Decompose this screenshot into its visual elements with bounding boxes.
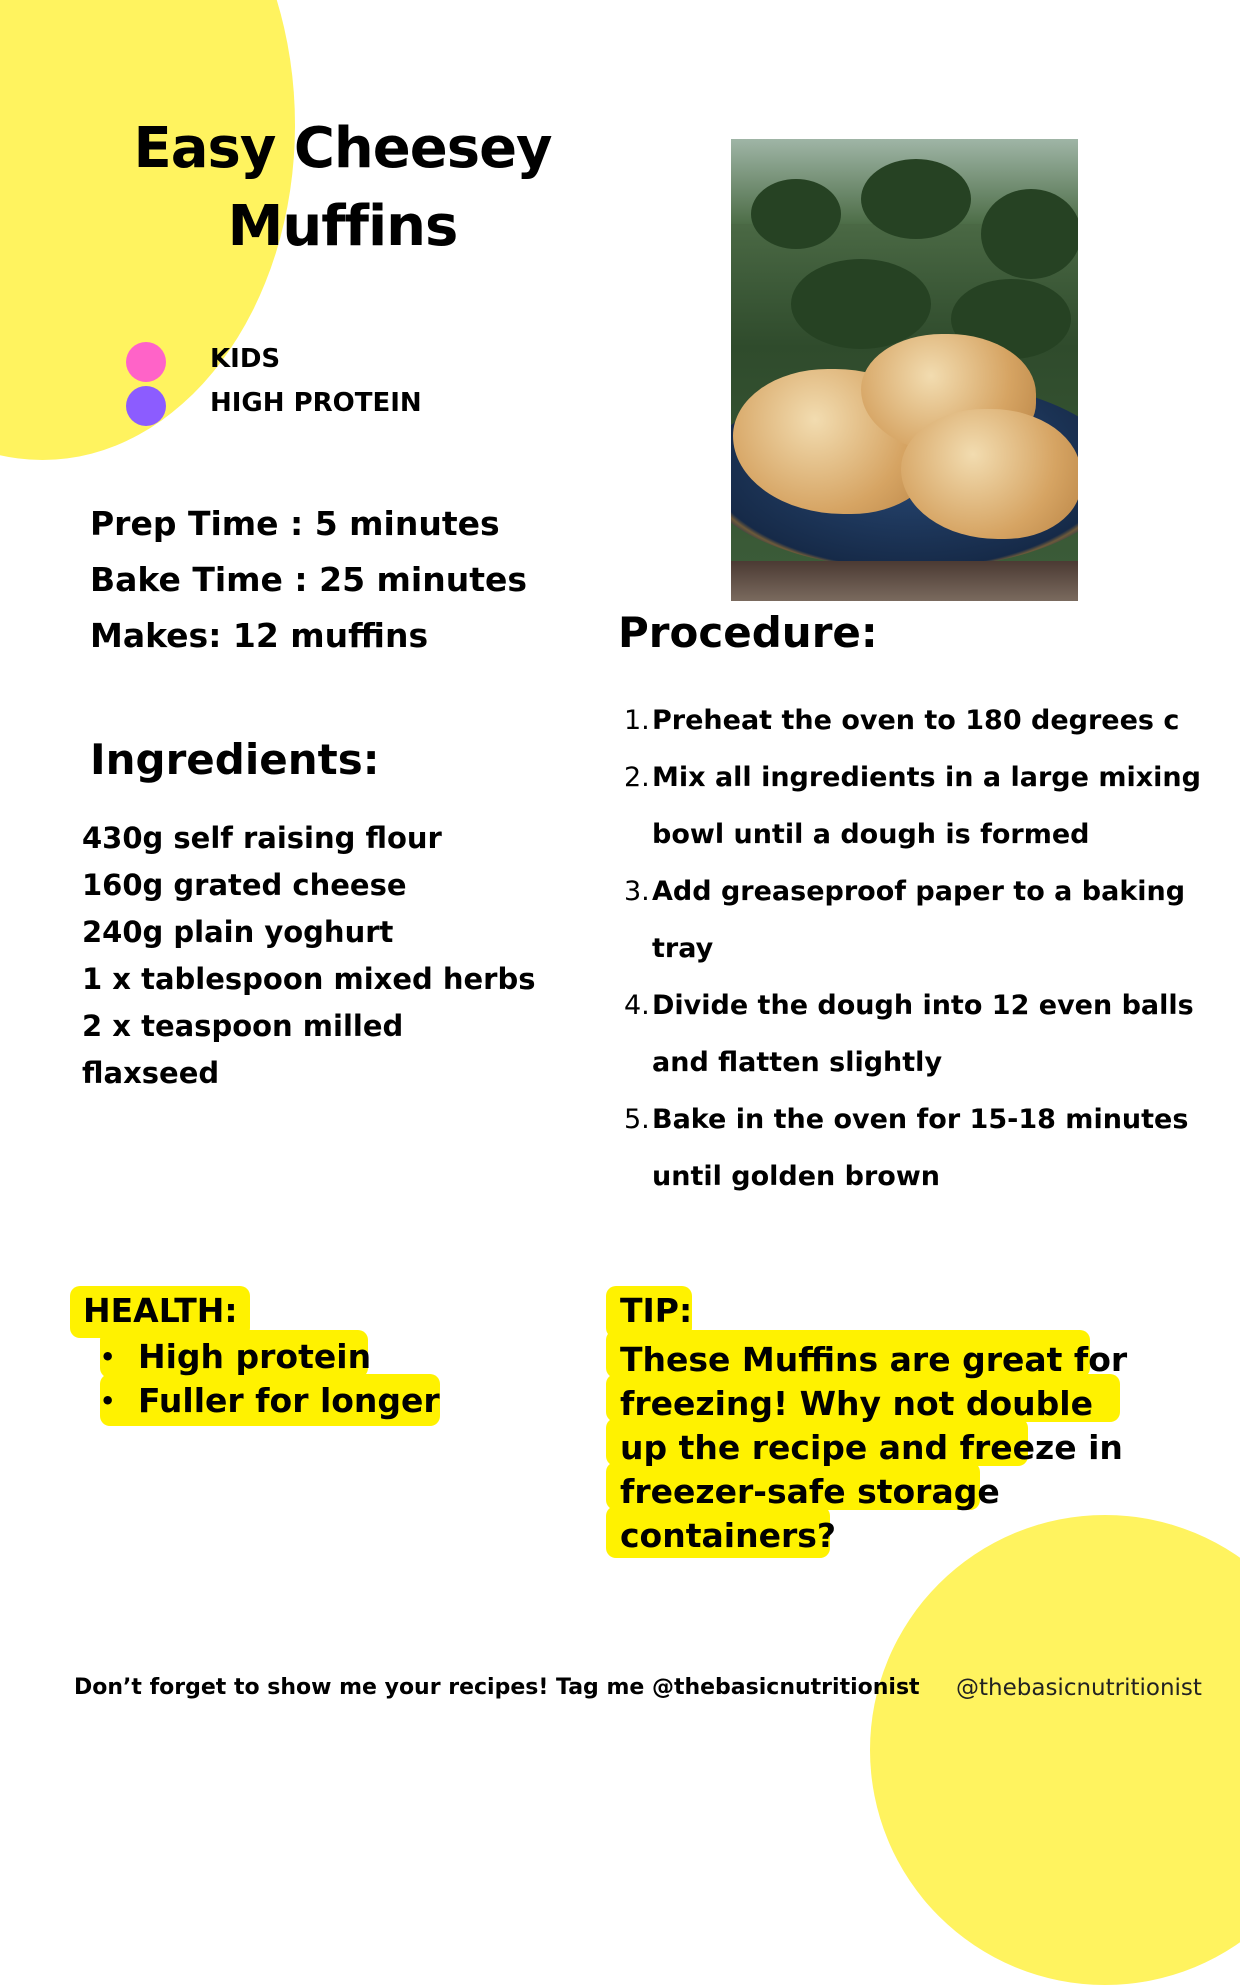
ingredient-item: 2 x teaspoon milled bbox=[82, 1009, 404, 1043]
footer-message: Don’t forget to show me your recipes! Tag me @thebasicnutritionist bbox=[74, 1675, 920, 1700]
health-title: HEALTH: bbox=[83, 1291, 238, 1330]
step-text: Add greaseproof paper to a baking tray bbox=[652, 876, 1186, 964]
purple-dot-icon bbox=[126, 386, 166, 426]
procedure-step bbox=[624, 692, 1224, 749]
procedure-step bbox=[624, 1091, 1224, 1205]
pink-dot-icon bbox=[126, 342, 166, 382]
procedure-step bbox=[624, 977, 1224, 1091]
prep-time: Prep Time : 5 minutes bbox=[90, 504, 500, 543]
ingredient-item: 1 x tablespoon mixed herbs bbox=[82, 962, 536, 996]
ingredient-item: 160g grated cheese bbox=[82, 868, 407, 902]
step-text: Divide the dough into 12 even balls and flatten slightly bbox=[652, 990, 1194, 1078]
step-number: 5. bbox=[624, 1104, 650, 1135]
ingredients-heading: Ingredients: bbox=[90, 735, 380, 784]
title-line-2: Muffins bbox=[227, 194, 458, 259]
step-number: 3. bbox=[624, 876, 650, 907]
ingredient-item: flaxseed bbox=[82, 1056, 220, 1090]
title-line-1: Easy Cheesey bbox=[133, 116, 552, 181]
decor-circle-bottom-right bbox=[870, 1515, 1240, 1985]
procedure-step bbox=[624, 749, 1224, 863]
step-number: 2. bbox=[624, 762, 650, 793]
tag-label: HIGH PROTEIN bbox=[210, 388, 422, 418]
tip-text: These Muffins are great for freezing! Why not double up the recipe and freeze in freezer-safe storage containers? bbox=[620, 1340, 1128, 1555]
procedure-list bbox=[624, 692, 1224, 1205]
step-text: Mix all ingredients in a large mixing bowl until a dough is formed bbox=[652, 762, 1201, 850]
muffins-photo bbox=[731, 139, 1078, 601]
health-list bbox=[100, 1335, 440, 1423]
procedure-step bbox=[624, 863, 1224, 977]
health-item: • Fuller for longer bbox=[100, 1379, 440, 1423]
procedure-heading: Procedure: bbox=[618, 608, 878, 657]
step-number: 1. bbox=[624, 705, 650, 736]
health-item: • High protein bbox=[100, 1335, 440, 1379]
recipe-title bbox=[110, 110, 575, 266]
ingredients-list bbox=[82, 815, 536, 1097]
ingredient-item: 240g plain yoghurt bbox=[82, 915, 394, 949]
tip-title: TIP: bbox=[620, 1291, 693, 1330]
tag-label: KIDS bbox=[210, 344, 281, 374]
recipe-times bbox=[90, 496, 527, 664]
step-text: Bake in the oven for 15-18 minutes until golden brown bbox=[652, 1104, 1189, 1192]
social-handle: @thebasicnutritionist bbox=[956, 1675, 1202, 1701]
yield: Makes: 12 muffins bbox=[90, 616, 429, 655]
step-text: Preheat the oven to 180 degrees c bbox=[652, 705, 1180, 736]
bake-time: Bake Time : 25 minutes bbox=[90, 560, 528, 599]
ingredient-item: 430g self raising flour bbox=[82, 821, 442, 855]
step-number: 4. bbox=[624, 990, 650, 1021]
